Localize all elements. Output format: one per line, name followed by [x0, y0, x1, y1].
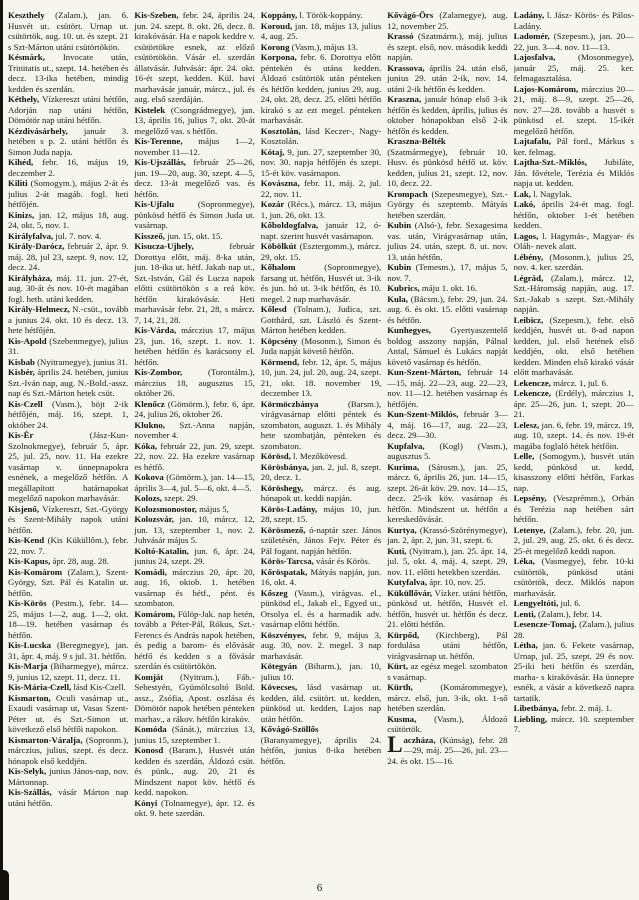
fair-entry: Lajosfalva, (Mosonmegye), január 25, máj. 25. ker. felmagasztalása. — [513, 52, 634, 83]
town-name: Komóda — [134, 724, 167, 734]
town-name: Koroud, — [260, 20, 293, 31]
fair-entry: Körösbánya, jan. 2, jul. 8, szept. 20, decz. 1. — [260, 461, 382, 482]
town-name: Körösd, — [260, 451, 291, 461]
fair-entry: Ladomér, (Szepesm.), jan. 20—22, jun. 3—4. nov. 11—13. — [513, 31, 634, 52]
fair-entry: Kis-Kapus, ápr. 28, aug. 28. — [8, 556, 109, 566]
fair-entry: Kihéd, febr. 16, május 19, deczember 2. — [8, 157, 129, 178]
fair-entry: Kőlesd (Tolnam.), Judica, szt. Gotthárd, szt. László és Szent-Márton hetében kedden. — [260, 304, 382, 335]
town-name: Kis-Zombor, — [134, 367, 183, 377]
fair-entry: Konosd (Baram.), Husvét után kedden és szerdán, Áldozó csüt. és pünk., aug. 20, 21 és Mindszent napot köv. hétfő és kedd. napokon. — [134, 745, 255, 797]
fair-entry: Lelesz, jan. 6, febr. 19, márcz. 19, aug. 10, szept. 14. és nov. 19-ét magába foglaló hétek hétfőin. — [513, 419, 634, 451]
town-name: Kihéd, — [8, 157, 34, 167]
fair-entry: Körös-Tarcsa, vásár és Körös. — [260, 556, 371, 566]
fair-entry: Kun-Szent-Márton, február 14—15, máj. 22—23, aug. 22—23, nov. 11—12. hetében vasárnap és hétfőjén. — [387, 367, 508, 409]
fair-entry: Kisjenő, Vízkereszt, Szt.-György és Szent-Mihály napok utáni hétfőn. — [8, 503, 129, 535]
town-name: Kövecses, — [260, 682, 298, 692]
fair-entry: Komját (Nyitram.), Fáb.-Sebestyén, Gyümölcsoltó Bold. assz., Zsófia, Apost. oszlása és Dömötör napok hetében pénteken marhav., a rákov. hétfőn kirakóv. — [134, 671, 255, 724]
town-name: Lajosfalva, — [513, 52, 556, 62]
fair-entry: Krompach (Szepesmegye), Szt.-György és szeptemb. Mátyás hetében szerdán. — [387, 188, 508, 220]
town-name: Kisszeő, — [134, 230, 165, 241]
fair-entry: Kis-Mária-Czell, lásd Kis-Czell. — [8, 682, 126, 692]
text-columns — [8, 10, 634, 874]
town-name: Kis-Selyk, — [8, 766, 47, 776]
town-name: Kozár — [260, 199, 285, 209]
town-name: Korong — [260, 41, 290, 52]
town-name: Királyfalva, — [8, 230, 54, 241]
town-name: Kis-Lucska — [8, 640, 52, 650]
town-name: Kupfalva, — [387, 440, 425, 451]
fair-entry: Laczháza, (Kúnság), febr. 28—29, máj. 25—26, jul. 23—24. és okt. 15—16. — [387, 731, 508, 766]
fair-entry: Koppány, l. Török-koppány. — [260, 10, 363, 20]
fair-entry: Király-Helmecz, N.-csüt., tovább a junius 24. okt. 10 és decz. 13. hete hétfőjén. — [8, 304, 129, 335]
town-name: Komját — [134, 671, 164, 682]
town-name: Kisbab — [8, 356, 35, 367]
town-name: Kuti, — [387, 545, 407, 556]
town-name: Király-Darócz, — [8, 241, 65, 251]
fair-entry: Kóka, február 22, jun. 29, szept. 22, nov. 22. Ha ezekre vasárnap es hétfő. — [134, 440, 255, 472]
scan-edge-artifact — [0, 0, 3, 900]
town-name: Király-Helmecz, — [8, 304, 70, 314]
fair-entry: Kőszeg (Vasm.), virágvas. el., pünkösd el., Jakab el., Egyed ut., Orsolya el. és a harmadik adv. vasárnap előtti hétfőn. — [260, 587, 382, 629]
fair-entry: Ladány, l. Jász- Körös- és Pálos-Ladány. — [513, 10, 634, 31]
town-name: Kőboldogfalva, — [260, 220, 319, 230]
fair-entry: Kótaj, 9, jun. 27, szeptember 30, nov. 30. napja hétfőjén és szept. 15-ét köv. vasárnapon. — [260, 146, 382, 178]
town-name: Kraszna, — [387, 94, 422, 104]
town-name: Kézdivásárhely, — [8, 125, 68, 136]
town-name: Köröshegy, — [260, 482, 304, 493]
town-name: Kis-Ujfalu — [134, 199, 174, 209]
town-name: Lesencze-Tomaj, — [513, 619, 577, 629]
fair-entry: Kőröspatak, Mátyás napján, jun. 16, okt. 4. — [260, 566, 382, 587]
town-name: Kismarton, — [8, 692, 51, 703]
fair-entry: Komárom, Fülöp-Jak. nap hetén, tovább a Péter-Pál, Rókus, Szt.-Ferencs és András napok hetében, és pedig a barom- és elővásár hétfő és kedden s a fővásár szerdán és csütörtökön. — [134, 608, 255, 671]
fair-entry: Kistelek (Csongrádmegye), jan. 13, április 16, julius 7, okt. 20-át megelőző vas. s hétfőn. — [134, 104, 255, 136]
town-name: Komádi, — [134, 566, 167, 577]
fair-entry: Lepsény, (Veszprémm.), Orbán és Terézia nap hetében sárt hétfőn. — [513, 493, 634, 524]
town-name: Körmöczbánya — [260, 398, 319, 409]
fair-entry: Kis-Kend (Kis Küküllőm.), febr. 22, nov. 7. — [8, 535, 129, 556]
town-name: Kis-Körös — [8, 598, 47, 608]
fair-entry: Kis-Apold (Szebenmegye), julius 31. — [8, 335, 129, 356]
fair-entry: Körmend, febr. 12, ápr. 5, május 10, jun. 24, jul. 20, aug. 24, szept. 21, okt. 18. november 19, deczember 13. — [260, 356, 382, 398]
town-name: Lenti, — [513, 608, 536, 619]
fair-entry: Körös-Ladány, május 10, jun. 28, szept. 15. — [260, 503, 382, 524]
fair-entry: Kis-Ujszállás, február 25—26, jun. 19—20, aug. 30, szept. 4—5, decz. 13-át megelőző vas. és hétfőn. — [134, 157, 255, 199]
fair-entry: Kun-Szent-Miklós, február 3—4, máj. 16—17, aug. 22—23, decz. 29—30. — [387, 409, 508, 440]
fair-entry: Leibicz, (Szepesm.), febr. első keddjén, husvét ut. 8-ad napon kedden, jul. első hetének első keddjén, okt. első hetében kedden. Minden első kirakó vásár előtt marhavásár. — [513, 314, 634, 377]
fair-entry: Kurtya, (Krassó-Szörénymegye), jan. 2, ápr. 2, jun. 31, szept. 6. — [387, 524, 508, 545]
fair-entry: Kolozs, szept. 29. — [134, 493, 198, 503]
fair-entry: Kubin (Temesm.), 17, május 5, nov. 7. — [387, 262, 508, 283]
town-name: Körmend, — [260, 356, 300, 367]
fair-entry: Köpcsény (Mosonm.), Simon és Juda napját követő hétfőn. — [260, 335, 382, 356]
town-name: Körös-Tarcsa, — [260, 556, 314, 566]
fair-entry: Lesencze-Tomaj, (Zalam.), julius 28. — [513, 619, 634, 640]
town-name: aczháza, — [403, 734, 436, 745]
town-name: Lébény, — [513, 251, 544, 262]
town-name: Kis-Kapus, — [8, 556, 51, 566]
town-name: Komárom, — [134, 608, 176, 619]
fair-entry: Kunhegyes, Gyertyaszentelő boldog asszony napján, Pálnal Antal, Sámuel és Lukács napját követő vasárnap és hétfőn. — [387, 325, 508, 367]
town-name: Kolozs, — [134, 493, 163, 503]
town-name: Kraszna-Bélték — [387, 136, 446, 146]
fair-entry: Kürt, az egész megel. szombaton s vasárnap. — [387, 661, 508, 682]
town-name: Kőlesd — [260, 304, 287, 314]
fair-entry: Kraszna, január hónap első 3-ik hétfőn és kedden, április, julius és oktober hónapokban első 2-ik hétfőn és kedden. — [387, 94, 508, 136]
town-name: Kovászna, — [260, 178, 300, 188]
town-name: Kis-Szállás, — [8, 787, 52, 797]
fair-entry: Lajtha-Szt.-Miklós, Jubiláte, Ján. fővétele, Terézia és Miklós napja ut. kedden. — [513, 157, 634, 188]
town-name: Lajtha-Szt.-Miklós, — [513, 157, 587, 167]
town-name: Lagos, — [513, 230, 539, 241]
fair-entry: Küküllővár, Vízker. utáni hétfőn, pünkösd ut. hétfőn, Husvét el. hétfőn, husvét ut. hétfőn és decz. 21. előtti hétfőn. — [387, 587, 508, 629]
town-name: Liebling, — [513, 713, 548, 724]
fair-entry: Liebling, márcz. 10. szeptember 7. — [513, 713, 634, 734]
fair-entry: Kokova (Gömörm.), jan. 14—15, április 3—4, jul. 5—6, okt. 4—5. — [134, 472, 255, 493]
fair-entry: Kőhalom (Sopronmegye), farsang ut. hétfőn, Husvét ut. 3-ik és jun. hó ut. 3-ik hétfőn, és 10. megel. 2 nap marhavásár. — [260, 262, 382, 304]
fair-entry: Kézdivásárhely, január 3. hetében s p. 2. utáni hétfőn és Simon Juda napja. — [8, 125, 129, 157]
fair-entry: Légrád, (Zalam.), márcz. 12, Szt.-Háromság napján, aug. 17. Szt.-Jakab s szept. Szt.-Mihály napján. — [513, 272, 634, 314]
fair-entry: Kisbér, április 24. hetében, junius Szt.-Iván nap, aug. N.-Bold.-assz. nap és Szt.-Márton hetek csüt. — [8, 367, 129, 398]
column-3 — [261, 10, 381, 874]
fair-entry: Kula, (Bácsm.), febr. 29, jun. 24. aug. 6. és okt. 15. előtti vasárnap és hétfőn. — [387, 293, 508, 325]
town-name: Letenye, — [513, 524, 546, 535]
town-name: Kisjenő, — [8, 503, 40, 514]
fair-entry: Kraszna-Bélték (Szatmármegye), február 10. Husv. és pünkösd hétfő ut. köv. kedden, julius 21, szept. 12, nov. 10, decz. 22. — [387, 136, 508, 188]
town-name: Kőszeg — [260, 587, 288, 598]
town-name: Lekencze, — [513, 377, 551, 388]
fair-entry: Kisbab (Nyitramegye), junius 31. — [8, 356, 128, 367]
town-name: Lengyeltóti, — [513, 598, 559, 608]
fair-entry: Kolozsvár, jan. 10, márcz. 12, jun. 13, szeptember 1, nov. 2. Juhvásár május 5. — [134, 514, 255, 545]
town-name: Kisucza-Ujhely, — [134, 241, 194, 251]
fair-entry: Korpona, febr. 6. Dorottya előtt péntekén és utána kedden. Áldozó csütörtök után pénteken és hétfőn kedden, junius 29, aug. 24, okt. 28, decz. 25. előtti hétfőn kirakó s az ezt megel. pénteken marhavásár. — [260, 52, 382, 125]
fair-entry: Kéthely, Vízkereszt utáni hétfőn, Adorján nap utáni hétfőn, Dömötör nap utáni hétfőn. — [8, 94, 129, 125]
fair-entry: Kis-Selyk, junius János-nap, nov. Mártonnap. — [8, 766, 129, 787]
fair-entry: Köröshegy, márcz. és aug. hónapok ut. keddi napján. — [260, 482, 382, 503]
town-name: Kónyi — [134, 797, 158, 808]
fair-entry: Lajos-Komárom, márczius 20—21, máj. 8—9, szept. 25—26, nov. 27—28. tovább a husvét s pünkösd el. szept. 15-ikét megelőző hétfőn. — [513, 83, 634, 136]
fair-entry: Kötegyán (Biharm.), jan. 10, julius 10. — [260, 661, 382, 682]
town-name: Kurtya, — [387, 524, 417, 535]
town-name: Kula, — [387, 293, 408, 304]
town-name: Korpona, — [260, 52, 297, 62]
fair-entry: Keszthely (Zalam.), jan. 6. Husvét ut. csütört. Urnap ut. csütörtök, aug. 10. ut. és szept. 21 s Szt-Márton utáni csütörtökön. — [8, 10, 129, 52]
town-name: Kis-Apold — [8, 335, 47, 346]
fair-entry: Kövecses, lásd vasárnap ut. kedden, áld. csütört. ut. kedden, pünkösd ut. kedden, Lajos nap után hétfőn. — [260, 682, 382, 724]
fair-entry: Kis-Marja (Biharmegye), márcz. 9, junius 12, szept. 11, decz. 11. — [8, 661, 129, 682]
town-name: Lakó, — [513, 199, 536, 209]
fair-entry: Kis-Ujfalu (Sopronmegye), pünkösd hétfő és Simon Juda ut. vasárnap. — [134, 199, 255, 230]
fair-entry: Lak, l. Nagylak. — [513, 188, 572, 199]
town-name: Kistelek — [134, 104, 166, 115]
town-name: Kővágó-Örs — [387, 10, 434, 20]
town-name: Köpcsény — [260, 335, 298, 346]
town-name: Kővágó-Szöllős — [260, 724, 319, 734]
fair-entry: Kis-Czell (Vasm.), böjt 2-ik hétfőjén, máj. 16, szept. 1, október 24. — [8, 398, 129, 430]
fair-entry: Klenőcz (Gömörm.), febr. 6, ápr. 24, julius 26, oktober 26. — [134, 398, 255, 419]
town-name: Kun-Szent-Márton, — [387, 367, 462, 377]
town-name: Ladány, — [513, 10, 545, 20]
town-name: Késmárk, — [8, 52, 45, 62]
town-name: Kis-Kend — [8, 535, 45, 545]
town-name: Kőröspatak, — [260, 566, 308, 577]
page-number: 6 — [316, 882, 323, 894]
fair-entry: Kurima, (Sárosm.), jan. 25, márcz. 6, április 26, jun. 14—15, szept. 26-át köv. 29. nov. 14—15, decz. 25-ik köv. vasárnap és hétfőn. Mindszent ut. hétfőn a kereskedővásár. — [387, 461, 508, 524]
town-name: Kusma, — [387, 713, 417, 724]
fair-entry: Kubrics, máju 1. okt. 16. — [387, 283, 478, 293]
fair-entry: Kis-Szállás, vásár Márton nap utáni hétfőn. — [8, 787, 129, 808]
town-name: Kis-Ér — [8, 430, 34, 440]
fair-entry: Kupfalva, (Kogl) (Vasm.), augusztus 5. — [387, 440, 508, 461]
town-name: Kóka, — [134, 440, 158, 451]
fair-entry: Kolozsmonostor, május 5, — [134, 503, 229, 514]
town-name: Létha, — [513, 640, 538, 650]
town-name: Kun-Szent-Miklós, — [387, 409, 459, 419]
town-name: Kolozsmonostor, — [134, 503, 197, 514]
town-name: Kis-Terenne, — [134, 136, 183, 146]
fair-entry: Kisucza-Ujhely, február Dorottya előtt, máj. 8-ka után, jun. 18-ika ut. hétf. Jakab nap ut., Szt.-István, Gál és Lucza napok előtti csütörtökön s a reá köv. hétfőn kirakóvásár. Heti marhavásár febr. 21, 28, s márcz. 7, 14, 21, 28. — [134, 241, 255, 325]
fair-entry: Lajtafalu, Pál ford., Márkus s ker. felmag. — [513, 136, 634, 157]
town-name: Kiliti — [8, 178, 28, 188]
fair-entry: Kuti, (Nyitram.), jan. 25. ápr. 14, jul. 5, okt. 4, máj. 4, szept. 29, nov. 11. előtti hetekben szerdán. — [387, 545, 508, 577]
town-name: Klukno, — [134, 419, 165, 430]
column-2 — [134, 10, 254, 874]
town-name: Konosd — [134, 745, 164, 755]
fair-entry: Kusma, (Vasm.), Áldozó csütörtök. — [387, 713, 508, 734]
town-name: Kosztolán, — [260, 125, 301, 136]
town-name: Lajos-Komárom, — [513, 83, 579, 94]
fair-entry: Koltó-Katalin, jun. 6, ápr. 24, junius 24, szept. 29. — [134, 545, 255, 566]
town-name: Léka, — [513, 556, 535, 566]
fair-entry: Lakó, április 24-ét mag. fogl. hétfőn, oktober 1-ét hetében kedden. — [513, 199, 634, 230]
town-name: Klenőcz — [134, 398, 165, 409]
town-name: Keszthely — [8, 10, 45, 20]
fair-entry: Király-Darócz, február 2, ápr. 9. máj. 28, jul 23, szept. 9, nov. 12, decz. 24. — [8, 241, 129, 272]
fair-entry: Köbölkút (Esztergomm.), márcz. 29, okt. 15. — [260, 241, 382, 262]
town-name: Kutyfalva, — [387, 577, 428, 587]
town-name: Kürth, — [387, 682, 413, 692]
fair-entry: Korong (Vasm.), május 13. — [260, 41, 358, 52]
town-name: Kis-Czell — [8, 398, 43, 409]
fair-entry: Kis-Szeben, febr. 24, április 24, jun. 24. szept. 8. okt. 26, decz. 8. kirakóvásár. Ha e napok keddre v. csütörtökre esnek, az előző csütörtökön. Vásár el. szerdán állatvásár. Juhvásár: ápr. 24. okt. 16-ét szept. kedden. Kül. havi marhavásár január, márcz., jul. és aug. első szerdáján. — [134, 10, 255, 104]
town-name: Kis-Várda, — [134, 325, 177, 335]
fair-entry: Kürpőd, (Kirchberg), Pál fordulása utáni hétfőn, virágvasárnap ut. hétfőn. — [387, 629, 508, 661]
fair-entry: Kis-Körös (Pestm.), febr. 14—25, május 1—2, aug. 1—2, okt. 18—19. hetében vasárnap és hétfőn. — [8, 598, 129, 640]
fair-entry: Kinizs, jan. 12, május 18, aug. 24, okt. 5, nov. 1. — [8, 209, 129, 230]
town-name: Kőhalom — [260, 262, 296, 272]
town-name: Kubrics, — [387, 283, 420, 293]
town-name: Lelle, — [513, 451, 535, 461]
fair-entry: Lébény, (Mosonm.), julius 25, nov. 4. ker. szerdán. — [513, 251, 634, 272]
fair-entry: Köszvényes, febr. 9, május 3, aug. 30, nov. 2. megel. 3 nap marhavásár. — [260, 629, 382, 661]
town-name: Kis-Szeben, — [134, 10, 179, 20]
fair-entry: Koroud, jan. 18, május 13, julius 4, aug. 25. — [260, 20, 382, 41]
fair-entry: Kosztolán, lásd Keczer-, Nagy-Kosztolán. — [260, 125, 382, 146]
fair-entry: Kővágó-Örs (Zalamegye), aug. 12, november 25. — [387, 10, 508, 31]
town-name: Körösbánya, — [260, 461, 309, 472]
fair-entry: Késmárk, Invocate után, Trinitatis ut., szept. 14. hetében és decz. 13-ika hetében, mindig kedden és szerdán. — [8, 52, 129, 94]
town-name: Királyháza, — [8, 272, 53, 283]
fair-entry: Kis-Zombor, (Torontálm.), márczius 18, augusztus 15, október 26. — [134, 367, 255, 398]
fair-entry: Kónyi (Tolnamegye), ápr. 12. és okt. 9. hete szerdán. — [134, 797, 255, 818]
fair-entry: Kisszeő, jun. 15, okt. 15. — [134, 230, 223, 241]
section-initial: L — [387, 731, 403, 757]
town-name: Lajtafalu, — [513, 136, 551, 146]
town-name: Kótaj, — [260, 146, 285, 157]
fair-entry: Kis-Lucska (Beregmegye), jan. 31, ápr. 4, máj. 9 s jul. 31. hétfőn. — [8, 640, 129, 661]
town-name: Kokova — [134, 472, 164, 482]
fair-entry: Lengyeltóti, jul. 6. — [513, 598, 581, 608]
town-name: Krassó — [387, 31, 414, 41]
fair-entry: Lenti, (Zalam.), febr. 14. — [513, 608, 603, 619]
fair-entry: Kovászna, febr. 11, máj. 2, jul. 22, nov. 11. — [260, 178, 382, 199]
fair-entry: Komóda (Sánát.), márczius 13, junius 15, szeptember 1. — [134, 724, 255, 745]
town-name: Kisbér, — [8, 367, 35, 377]
column-5 — [514, 10, 634, 874]
town-name: Kis-Komárom — [8, 566, 63, 577]
town-name: Kürt, — [387, 661, 408, 671]
fair-entry: Krassova, április 24. után első, junius 29. után 2-ik, nov. 14. utáni 2-ik hétfőn és kedden. — [387, 62, 508, 94]
fair-entry: Létha, jan. 6. Fekete vasárnap, Urnap, jul. 25, szept. 29 és nov. 25-iki heti hétfőn és szerdán, marha- s kirakóvásár. Ha ünnepre esnék, a vásár a következő napra tartatik. — [513, 640, 634, 703]
town-name: Kurima, — [387, 461, 420, 472]
fair-entry: Léka, (Vasmegye), febr. 10-ki csütörtök, pünkösd utáni csütörtök, decz. Miklós napon marhavásár. — [513, 556, 634, 598]
fair-entry: Krassó (Szatmárm.), máj. julius és szept. első, nov. második keddi napján. — [387, 31, 508, 62]
fair-entry: Kiliti (Somogym.), május 2-át és julius 2-át magáb. fogl. heti hétfőjén. — [8, 178, 129, 209]
fair-entry: Királyháza, máj. 11. jun. 27-ét, aug. 30-át és nov. 10-ét magában fogl. hetb. utáni kedden. — [8, 272, 129, 304]
fair-entry: Lekencze, márcz. 1, jul. 6. — [513, 377, 609, 388]
town-name: Lelesz, — [513, 419, 540, 430]
column-1 — [8, 10, 128, 874]
town-name: Lepsény, — [513, 493, 547, 503]
town-name: Légrád, — [513, 272, 544, 283]
town-name: Krassova, — [387, 62, 425, 73]
town-name: Kismarton-Váralja, — [8, 734, 83, 745]
town-name: Libetbánya, — [513, 703, 559, 713]
town-name: Küküllővár, — [387, 587, 433, 598]
fair-entry: Körmöczbánya (Barsm.), virágvasárnap előtti péntek és szombaton, auguszt. 1. és Mihály hete szombatján, pénteken és szombaton. — [260, 398, 382, 451]
fair-entry: Kutyfalva, ápr. 10, nov. 25. — [387, 577, 486, 587]
fair-entry: Királyfalva, jul. 7. nov. 4. — [8, 230, 102, 241]
town-name: Köszvényes, — [260, 629, 307, 640]
fair-entry: Körösd, l. Mezőkövesd. — [260, 451, 348, 461]
town-name: Lekencze, — [513, 388, 551, 398]
fair-entry: Lelle, (Somogym.), husvét után kedd, pünkösd ut. kedd, kisasszony előtti hétfőn, Farkas nap. — [513, 451, 634, 493]
fair-entry: Körösmező, ó-naptár szer. János születésén, János Fejv. Péter és Pál fogant. napján hétfőn. — [260, 524, 382, 556]
fair-entry: Kismarton, Oculi vasárnap ut., Exaudi vasárnap ut, Vasas Szent-Péter ut. és Szt.-Simon ut. következő első hétfői napokon. — [8, 692, 129, 734]
fair-entry: Kubin (Alsó-), febr. Sexagesima vas. után, Virágvasárnap után, julius 24. után, szept. 8. ut. nov. 13. után hétfőn. — [387, 220, 508, 262]
town-name: Lak, — [513, 188, 531, 199]
town-name: Köbölkút — [260, 241, 297, 251]
town-name: Kis-Mária-Czell, — [8, 682, 72, 692]
fair-entry: Kővágó-Szöllős (Baranyamegye), április 24. hétfőn, junius 8-ika hetében hétfőn. — [260, 724, 382, 766]
town-name: Leibicz, — [513, 314, 544, 325]
town-name: Kürpőd, — [387, 629, 420, 640]
fair-entry: Libetbánya, febr. 2. máj. 1. — [513, 703, 613, 713]
town-name: Ladomér, — [513, 31, 550, 41]
town-name: Kunhegyes, — [387, 325, 431, 335]
fair-entry: Kis-Komárom (Zalam.), Szent-György, Szt. Pál és Katalin ut. hétfőn. — [8, 566, 129, 598]
town-name: Kubin — [387, 220, 412, 230]
fair-entry: Kis-Ér (Jász-Kun-Szolnokmegye), február 5, ápr. 25, jul. 25, nov. 11. Ha ezekre vasárnap v. ünnepnapokra esnének, a megelőző hétfőn. A megállapított határnapokat megelőző napokon marhavásár. — [8, 430, 129, 503]
fair-entry: Kis-Várda, márczius 17, május 23, jun. 16, szept. 1. nov. 1. hetében hétfőn és karácsony el. hétfőn. — [134, 325, 255, 367]
fair-entry: Kőboldogfalva, január 12, ó-napt. szerint husvét vasárnapon. — [260, 220, 382, 241]
town-name: Kis-Ujszállás, — [134, 157, 186, 167]
town-name: Kinizs, — [8, 209, 35, 220]
fair-entry: Lagos, l. Hagymás-, Magyar- és Oláh- nevek alatt. — [513, 230, 634, 251]
fair-entry: Kis-Terenne, május 1—2, november 11—12. — [134, 136, 255, 157]
town-name: Koltó-Katalin, — [134, 545, 189, 556]
fair-entry: Kürth, (Komárommegye), márcz. első, jun. 3-ik, okt. 1-ső hetében szerdán. — [387, 682, 508, 713]
fair-entry: Kismarton-Váralja, (Sopronm.), márczius, julius, szept. és decz. hónapok első keddjén. — [8, 734, 129, 766]
town-name: Kolozsvár, — [134, 514, 174, 524]
town-name: Koppány, — [260, 10, 298, 20]
town-name: Kis-Marja — [8, 661, 48, 671]
fair-entry: Klukno, Szt.-Anna napján, november 4. — [134, 419, 255, 440]
town-name: Körös-Ladány, — [260, 503, 318, 514]
fair-entry: Letenye, (Zalam.), febr. 20, jun. 2, jul. 29, aug. 25. okt. 6 és decz. 25-ét megelőző keddi napon. — [513, 524, 634, 556]
fair-entry: Lekencze, (Erdély), márczius 1, ápr. 25—26, jun. 1, szept. 20—21. — [513, 388, 634, 419]
fair-entry: Komádi, márczius 20, ápr. 20, aug. 16, oktob. 1. hetében vasárnap és hétf., pént. és szombaton. — [134, 566, 255, 608]
town-name: Kéthely, — [8, 94, 40, 104]
town-name: Körösmező, — [260, 524, 306, 535]
column-4 — [387, 10, 507, 874]
town-name: Kubin — [387, 262, 412, 272]
fair-entry: Kozár (Récs.), márcz. 13, május 1, jun. 26, okt. 13. — [260, 199, 382, 220]
town-name: Krompach — [387, 188, 428, 199]
town-name: Kötegyán — [260, 661, 297, 671]
